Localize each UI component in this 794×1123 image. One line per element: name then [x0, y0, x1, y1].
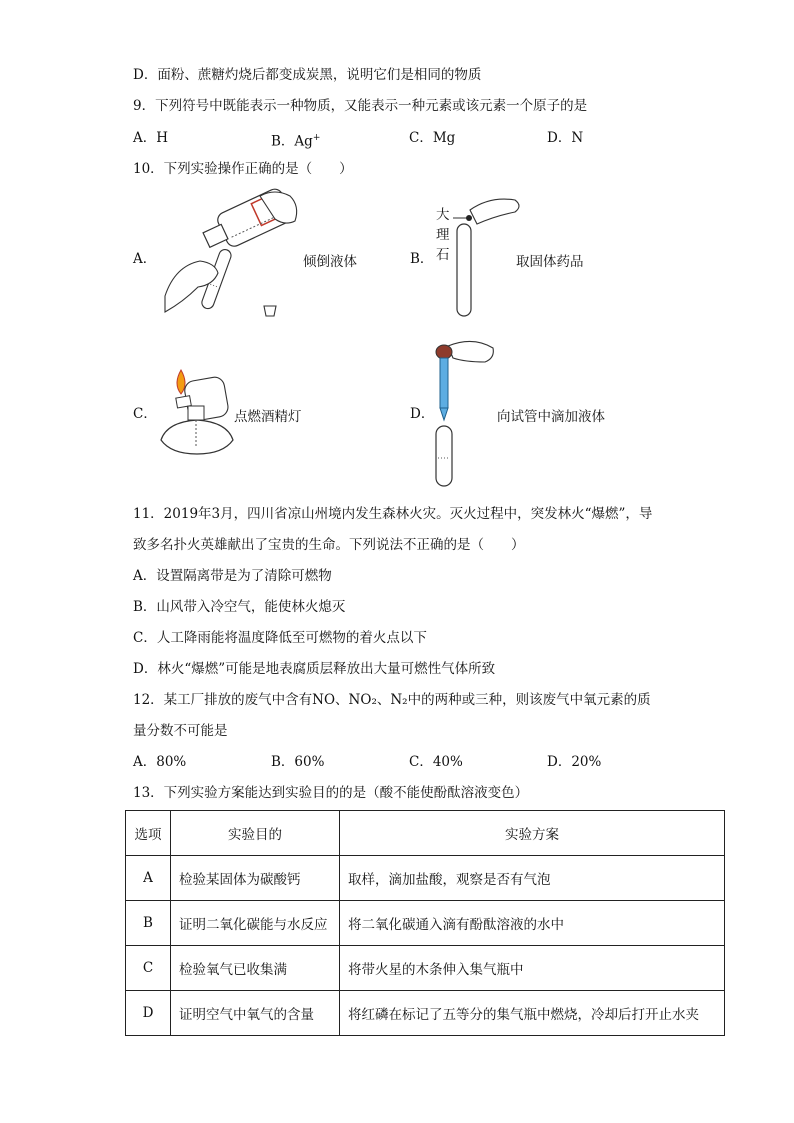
- q10-c-label: C．: [133, 406, 157, 422]
- dropper-tube-icon: [440, 358, 448, 408]
- table-row: [126, 991, 725, 1036]
- q12-option-d: D．20%: [547, 754, 602, 770]
- q12-option-a: A．80%: [133, 754, 187, 770]
- lamp-body-icon: [161, 420, 233, 454]
- hand-icon: [470, 199, 519, 224]
- q10-c-caption: 点燃酒精灯: [234, 409, 302, 425]
- q10-d-caption: 向试管中滴加液体: [497, 409, 605, 425]
- q11-stem-line2: 致多名扑火英雄献出了宝贵的生命。下列说法不正确的是（ ）: [133, 537, 525, 553]
- header-plan: 实验方案: [340, 811, 725, 856]
- test-tube-icon: [436, 426, 452, 486]
- q12-stem-line1: 12．某工厂排放的废气中含有NO、NO₂、N₂中的两种或三种，则该废气中氧元素的质: [133, 692, 651, 708]
- flame-icon: [177, 370, 185, 394]
- q10-stem: 10．下列实验操作正确的是（ ）: [133, 161, 353, 177]
- row-option: A: [126, 856, 171, 901]
- solid-reagent-illustration: [448, 196, 523, 321]
- row-option: B: [126, 901, 171, 946]
- header-option: 选项: [126, 811, 171, 856]
- q11-option-b: B．山风带入冷空气，能使林火熄灭: [133, 599, 346, 615]
- hand-icon: [448, 341, 493, 362]
- table-row: [126, 901, 725, 946]
- table-row: [126, 946, 725, 991]
- row-option: C: [126, 946, 171, 991]
- test-tube-icon: [457, 224, 471, 316]
- q9-stem: 9．下列符号中既能表示一种物质，又能表示一种元素或该元素一个原子的是: [133, 98, 588, 114]
- marble-char-3: 石: [436, 247, 450, 263]
- q11-stem-line1: 11．2019年3月，四川省凉山州境内发生森林火灾。灭火过程中，突发林火“爆燃”，导: [133, 506, 653, 522]
- marble-char-2: 理: [436, 227, 450, 243]
- q8-option-d: D．面粉、蔗糖灼烧后都变成炭黑，说明它们是相同的物质: [133, 67, 482, 83]
- table-row: [126, 856, 725, 901]
- experiment-plan-table: [125, 810, 725, 1036]
- q11-option-a: A．设置隔离带是为了清除可燃物: [133, 568, 332, 584]
- row-plan: 将带火星的木条伸入集气瓶中: [340, 946, 725, 991]
- q9-option-c: C．Mg: [409, 130, 456, 146]
- dropper-illustration: [428, 338, 498, 490]
- q10-b-label: B．: [410, 251, 434, 267]
- row-purpose: 证明二氧化碳能与水反应: [171, 901, 340, 946]
- q9-option-b-charge: +: [312, 133, 321, 143]
- q11-option-c: C．人工降雨能将温度降低至可燃物的着火点以下: [133, 630, 427, 646]
- pouring-liquid-illustration: [160, 186, 305, 326]
- row-option: D: [126, 991, 171, 1036]
- row-purpose: 检验氧气已收集满: [171, 946, 340, 991]
- row-plan: 将二氧化碳通入滴有酚酞溶液的水中: [340, 901, 725, 946]
- q11-option-d: D．林火“爆燃”可能是地表腐质层释放出大量可燃性气体所致: [133, 661, 496, 677]
- q10-a-caption: 倾倒液体: [303, 254, 357, 270]
- header-purpose: 实验目的: [171, 811, 340, 856]
- row-plan: 取样，滴加盐酸，观察是否有气泡: [340, 856, 725, 901]
- q10-b-caption: 取固体药品: [516, 254, 584, 270]
- q10-a-label: A．: [133, 251, 157, 267]
- q9-option-a: A．H: [133, 130, 169, 146]
- alcohol-lamp-illustration: [155, 368, 240, 460]
- marble-char-1: 大: [436, 207, 450, 223]
- q12-stem-line2: 量分数不可能是: [133, 723, 228, 739]
- q13-stem: 13．下列实验方案能达到实验目的的是（酸不能使酚酞溶液变色）: [133, 785, 529, 801]
- q9-option-d: D．N: [547, 130, 584, 146]
- q9-option-b: B．Ag+: [271, 133, 321, 150]
- row-purpose: 检验某固体为碳酸钙: [171, 856, 340, 901]
- q12-option-b: B．60%: [271, 754, 325, 770]
- table-header-row: [126, 811, 725, 856]
- rubber-bulb-icon: [436, 345, 452, 359]
- q10-d-label: D．: [410, 406, 435, 422]
- row-purpose: 证明空气中氧气的含量: [171, 991, 340, 1036]
- q12-option-c: C．40%: [409, 754, 463, 770]
- row-plan: 将红磷在标记了五等分的集气瓶中燃烧，冷却后打开止水夹: [340, 991, 725, 1036]
